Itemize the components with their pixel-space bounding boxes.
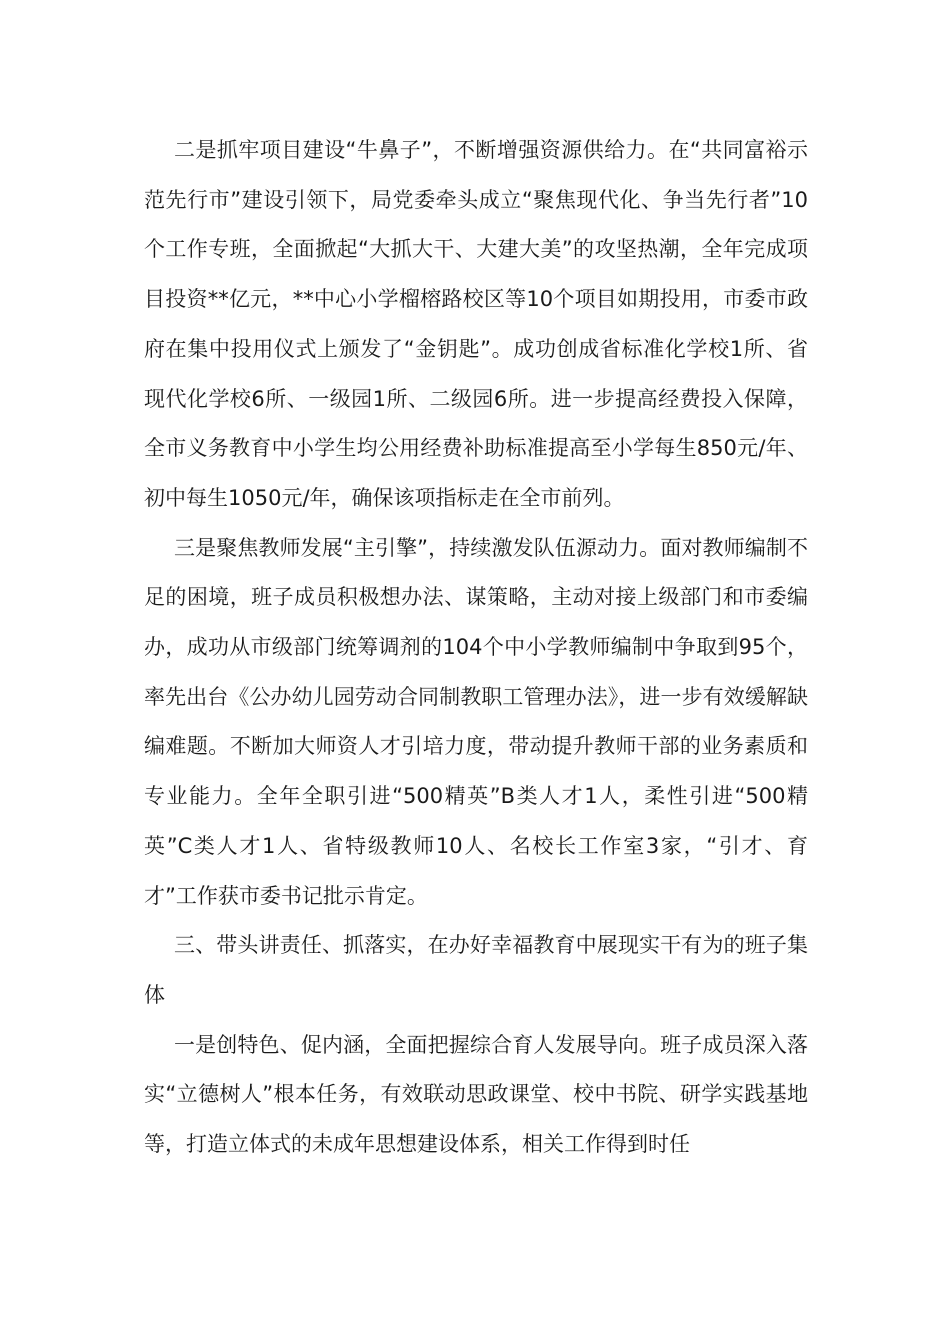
paragraph-teacher-development: 三是聚焦教师发展“主引擎”，持续激发队伍源动力。面对教师编制不足的困境，班子成员积极想办法、谋策略，主动对接上级部门和市委编办，成功从市级部门统筹调剂的104个中小学教师编制中争取到95个，率先出台《公办幼儿园劳动合同制教职工管理办法》，进一步有效缓解缺编难题。不断加大师资人才引培力度，带动提升教师干部的业务素质和专业能力。全年全职引进“500精英”B类人才1人，柔性引进“500精英”C类人才1人、省特级教师10人、名校长工作室3家，“引才、育才”工作获市委书记批示肯定。 bbox=[144, 535, 808, 908]
paragraph-characteristic-education: 一是创特色、促内涵，全面把握综合育人发展导向。班子成员深入落实“立德树人”根本任务，有效联动思政课堂、校中书院、研学实践基地等，打造立体式的未成年思想建设体系，相关工作得到时任 bbox=[144, 1032, 808, 1157]
paragraph-project-construction: 二是抓牢项目建设“牛鼻子”，不断增强资源供给力。在“共同富裕示范先行市”建设引领下，局党委牵头成立“聚焦现代化、争当先行者”10个工作专班，全面掀起“大抓大干、大建大美”的攻坚热潮，全年完成项目投资**亿元，**中心小学榴榕路校区等10个项目如期投用，市委市政府在集中投用仪式上颁发了“金钥匙”。成功创成省标准化学校1所、省现代化学校6所、一级园1所、二级园6所。进一步提高经费投入保障，全市义务教育中小学生均公用经费补助标准提高至小学每生850元/年、初中每生1050元/年，确保该项指标走在全市前列。 bbox=[144, 138, 808, 510]
document-body bbox=[144, 126, 808, 1170]
section-heading-responsibility: 三、带头讲责任、抓落实，在办好幸福教育中展现实干有为的班子集体 bbox=[144, 933, 808, 1007]
